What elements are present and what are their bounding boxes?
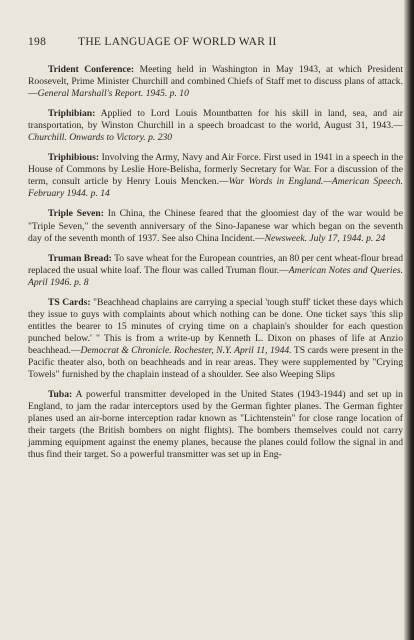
entry-source: Churchill. Onwards to Victory. p. 230 <box>28 132 173 144</box>
entry-source: General Marshall's Report. 1945. p. 10 <box>37 88 189 100</box>
entry-trident-conference <box>28 64 403 100</box>
entry-term: Tuba: <box>48 389 73 401</box>
page-header <box>28 36 388 50</box>
entry-definition: Applied to Lord Louis Mountbatten for his skill in land, sea, and air transportation, by Winston Churchill in a speech broadcast to the world, August 31, 1943.— <box>28 108 403 132</box>
entry-tuba <box>28 389 403 461</box>
entry-source: Newsweek. July 17, 1944. p. 24 <box>264 232 386 244</box>
entry-definition: In China, the Chinese feared that the gloomiest day of the war would be "Triple Seven," the seventh anniversary of the Sino-Japanese war which began on the seventh day of the seventh month of 1937. See also China Incident.— <box>28 208 403 244</box>
page-edge-shadow <box>404 0 414 640</box>
entry-source: Democrat & Chronicle. Rochester, N.Y. April 11, 1944. <box>80 344 292 356</box>
entry-term: Trident Conference: <box>48 64 135 75</box>
glossary-entries <box>28 64 403 469</box>
entry-term: Triphibian: <box>48 108 96 120</box>
entry-definition: A powerful transmitter developed in the United States (1943-1944) and set up in England, to jam the radar interceptors used by the German fighter planes. The German fighter planes used an air-borne interception radar known as "Lichtenstein" for close range location of their targets (the British bombers on night flights). The bombers themselves could not carry jamming equipment against the enemy planes, because the planes could follow the signal in and thus find their target. So a powerful transmitter was set up in Eng- <box>28 389 403 461</box>
entry-source: War Words in England.—American Speech. February 1944. p. 14 <box>28 176 403 200</box>
entry-definition: "Beachhead chaplains are carrying a special 'tough stuff' ticket these days which they issue to guys with complaints about which nothing can be done. One ticket says 'this slip entitles the bearer to 15 minutes of crying time on a chaplain's shoulder for each question punched below.' " This is from a write-up by Kenneth L. Dixon on phases of life at Anzio beachhead.— <box>28 296 403 356</box>
entry-term: TS Cards: <box>48 296 91 308</box>
entry-term: Truman Bread: <box>48 252 112 264</box>
page-number: 198 <box>28 36 47 48</box>
entry-ts-cards <box>28 297 403 381</box>
entry-definition: To save wheat for the European countries, an 80 per cent wheat-flour bread replaced the usual white loaf. The flour was called Truman flour.— <box>28 252 403 276</box>
entry-definition: Involving the Army, Navy and Air Force. First used in 1941 in a speech in the House of Commons by Leslie Hore-Belisha, formerly Secretary for War. For a discussion of the term, consult article by Henry Louis Mencken.— <box>28 152 403 188</box>
entry-triphibious <box>28 152 403 200</box>
entry-source: American Notes and Queries. April 1946. p. 8 <box>28 264 403 288</box>
running-title: THE LANGUAGE OF WORLD WAR II <box>78 36 277 48</box>
entry-truman-bread <box>28 253 403 289</box>
entry-term: Triphibious: <box>48 152 100 164</box>
entry-term: Triple Seven: <box>48 208 104 220</box>
entry-continuation: TS cards were present in the Pacific theater also, both on beachheads and in rear areas. They were supplemented by "Crying Towels" furnished by the chaplain instead of a shoulder. See also Weeping Slips <box>28 344 403 381</box>
entry-definition: Meeting held in Washington in May 1943, at which President Roosevelt, Prime Minister Churchill and combined Chiefs of Staff met to discuss plans of attack.— <box>28 64 403 100</box>
entry-triple-seven <box>28 208 403 244</box>
entry-triphibian <box>28 108 403 144</box>
